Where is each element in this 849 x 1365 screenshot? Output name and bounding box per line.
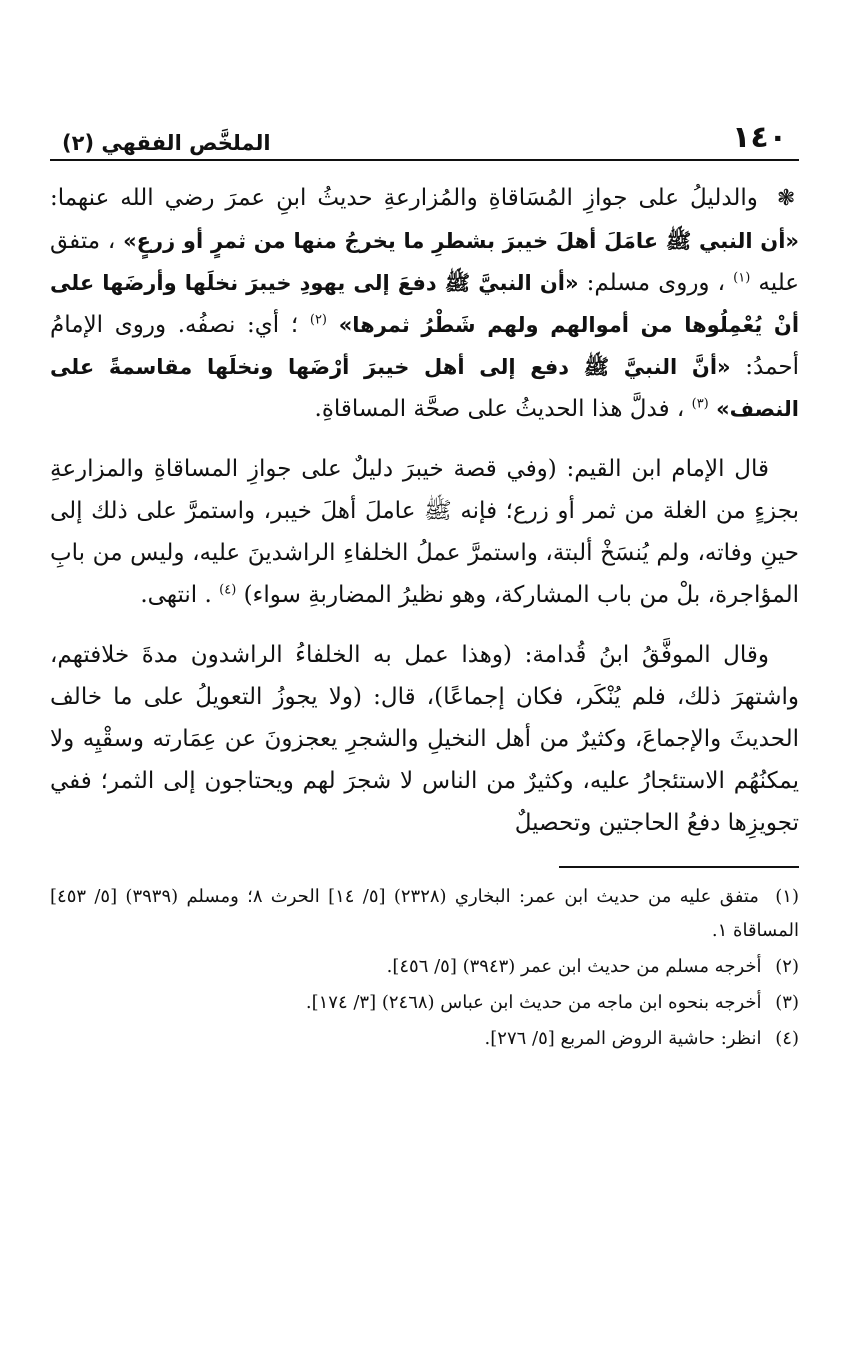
page-header [50,120,799,161]
page-number: ١٤٠ [732,120,787,155]
footnote-4 [50,1022,799,1056]
text-segment: والدليلُ على جوازِ المُسَاقاةِ والمُزارعةِ حديثُ ابنِ عمرَ رضي الله عنهما: [50,185,758,211]
footnote-3 [50,986,799,1020]
paragraph-evidence [50,177,799,430]
footnote-1 [50,880,799,948]
body-text [50,177,799,844]
footnote-number: (٣) [775,992,799,1013]
hadith-quote: «أنَّ النبيَّ ﷺ دفع إلى أهل خيبرَ أرْضَها ونخلَها مقاسمةً على النصف» [50,355,799,421]
footnote-ref[interactable]: (١) [733,270,751,286]
text-segment: وقال الموفَّقُ ابنُ قُدامة: (وهذا عمل به الخلفاءُ الراشدون مدةَ خلافتهم، واشتهرَ ذلك، فلم يُنْكَر، فكان إجماعًا)، قال: (ولا يجوزُ التعويلُ على ما خالف الحديثَ والإجماعَ، وكثيرٌ من أهل النخيلِ والشجرِ يعجزونَ عن عِمَارته وسقْيِه ولا يمكنُهُم الاستئجارُ عليه، وكثيرٌ من الناس لا شجرَ لهم ويحتاجون إلى الثمر؛ ففي تجويزِها دفعُ الحاجتين وتحصيلٌ [50,642,799,836]
footnote-text: أخرجه مسلم من حديث ابن عمر (٣٩٤٣) [٥/ ٤٥٦]. [386,956,762,977]
footnote-number: (١) [775,886,799,907]
text-segment: ؛ أي: نصفُه. وروى الإمامُ أحمدُ: [50,312,799,380]
paragraph-ibn-qayyim [50,448,799,616]
footnote-ref[interactable]: (٢) [309,312,327,328]
text-segment: ، فدلَّ هذا الحديثُ على صحَّة المساقاةِ. [314,396,685,422]
footnote-text: متفق عليه من حديث ابن عمر: البخاري (٢٣٢٨) [٥/ ١٤] الحرث ٨؛ ومسلم (٣٩٣٩) [٥/ ٤٥٣] المساقاة ١. [50,886,799,941]
footnotes [50,880,799,1056]
footnote-ref[interactable]: (٣) [691,396,709,412]
footnote-ref[interactable]: (٤) [219,582,237,598]
hadith-quote: «أن النبيَّ ﷺ دفعَ إلى يهودِ خيبرَ نخلَها وأرضَها على أنْ يُعْمِلُوها من أموالهم ولهم شَطْرُ ثمرها» [50,271,800,337]
footnote-text: أخرجه بنحوه ابن ماجه من حديث ابن عباس (٢٤٦٨) [٣/ ١٧٤]. [305,992,762,1013]
hadith-quote: «أن النبي ﷺ عامَلَ أهلَ خيبرَ بشطرِ ما يخرجُ منها من ثمرٍ أو زرعٍ» [123,229,799,253]
footnote-number: (٤) [775,1028,799,1049]
footnote-text: انظر: حاشية الروض المربع [٥/ ٢٧٦]. [484,1028,762,1049]
text-segment: ، وروى مسلم: [578,270,726,296]
footnote-number: (٢) [775,956,799,977]
text-segment: . انتهى. [140,582,212,608]
footnote-divider [559,866,799,868]
book-page [50,120,799,1305]
paragraph-ibn-qudama [50,634,799,844]
star-ornament-icon: ❃ [776,186,796,211]
footnote-2 [50,950,799,984]
text-segment: قال الإمام ابن القيم: (وفي قصة خيبرَ دليلٌ على جوازِ المساقاةِ والمزارعةِ بجزءٍ من الغلة من ثمر أو زرع؛ فإنه ﷺ عاملَ أهلَ خيبر، واستمرَّ على ذلك إلى حينِ وفاته، ولم يُنسَخْ ألبتة، واستمرَّ عملُ الخلفاءِ الراشدينَ عليه، وليس من بابِ المؤاجرة، بلْ من باب المشاركة، وهو نظيرُ المضاربةِ سواء) [50,456,799,608]
running-title: الملخَّص الفقهي (٢) [62,131,271,155]
text-segment: ، متفق عليه [50,228,800,296]
